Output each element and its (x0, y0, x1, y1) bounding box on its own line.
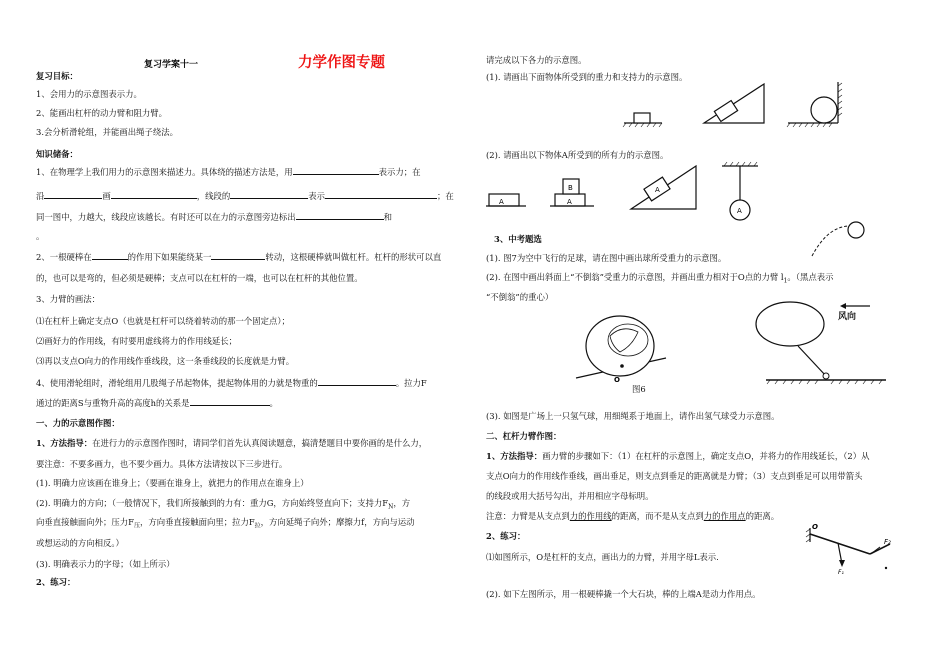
knowledge-heading: 知识储备： (36, 149, 78, 159)
wind-direction-label: 风向 (838, 312, 857, 322)
method-1-step3: (3). 明确表示力的字母；（如上所示） (36, 559, 175, 569)
exam-q3: (3). 如图是广场上一只氢气球，用细绳系于地面上，请作出氢气球受力示意图。 (486, 411, 780, 421)
k4-line1: 4、使用滑轮组时，滑轮组用几股绳子吊起物体，提起物体用的力就是物重的 。拉力F (36, 378, 427, 388)
goal-2: 2、能画出杠杆的动力臂和阻力臂。 (36, 108, 167, 118)
lever-method-line3: 的线段或用大括号勾出，并用相应字母标明。 (486, 491, 654, 501)
left-column (36, 0, 468, 658)
lever-practice-1: ⑴如图所示，O是杠杆的支点，画出力的力臂，并用字母L表示. (486, 552, 719, 562)
blank[interactable] (44, 190, 102, 199)
question-1: (1). 请画出下面物体所受到的重力和支持力的示意图。 (486, 72, 688, 82)
balloon-figure (754, 296, 894, 386)
label-b: B (568, 184, 573, 192)
blank[interactable] (325, 190, 437, 199)
figure-row-1 (624, 82, 844, 132)
exam-q2-line1: (2). 在图中画出斜面上“不倒翁”受重力的示意图，并画出重力相对于O点的力臂 $l_1$。（黑点表示 (486, 272, 834, 285)
k2-line1: 2、一根硬棒在 的作用下如果能绕某一 转动，这根硬棒就叫做杠杆。杠杆的形状可以直 (36, 252, 442, 262)
question-2: (2). 请画出以下物体A所受到的所有力的示意图。 (486, 150, 669, 160)
method-1-line1: 1、方法指导：在进行力的示意图作图时，请同学们首先认真阅读题意，搞清楚题目中要你画的是什么力， (36, 438, 428, 448)
section-1-heading: 一、力的示意图作图： (36, 418, 120, 428)
lever-note: 注意：力臂是从支点到力的作用线的距离，而不是从支点到力的作用点的距离。 (486, 511, 780, 521)
label-a: A (737, 207, 742, 215)
k1-end: 。 (36, 231, 45, 241)
k1-line3: 同一图中，力越大，线段应该越长。有时还可以在力的示意图旁边标出 和 (36, 212, 392, 222)
worksheet-header: 复习学案十一 (144, 60, 199, 70)
label-a: A (655, 186, 660, 194)
lever-force-f1: F₁ (838, 569, 844, 576)
blank[interactable] (230, 190, 308, 199)
k3-step1: ⑴在杠杆上确定支点O（也就是杠杆可以绕着转动的那一个固定点）； (36, 316, 290, 326)
k2-line2: 的，也可以是弯的，但必须是硬棒；支点可以在杠杆的一端，也可以在杠杆的其他位置。 (36, 273, 363, 283)
lever-practice-heading: 2、练习： (486, 531, 526, 541)
figure-row-2 (486, 164, 756, 226)
section-2-heading: 二、杠杆力臂作图： (486, 431, 562, 441)
method-1-step2b: 向垂直接触面向外；压力$F_压$，方向垂直接触面向里；拉力$F_拉$，方向延绳子向外；摩擦力f，方向与运动 (36, 517, 415, 530)
lever-practice-2: (2). 如下左图所示，用一根硬棒撬一个大石块，棒的上端A是动力作用点。 (486, 589, 761, 599)
blank[interactable] (318, 377, 396, 386)
goals-heading: 复习目标： (36, 71, 78, 81)
lever-method-line1: 1、方法指导：画力臂的步骤如下：（1）在杠杆的示意图上，确定支点O，并将力的作用线延长，（2）从 (486, 451, 870, 461)
method-1-line2: 要注意：不要多画力，也不要少画力。具体方法请按以下三步进行。 (36, 459, 288, 469)
k1-line1: 1、在物理学上我们用力的示意图来描述力。具体绕的描述方法是，用 表示力；在 (36, 167, 421, 177)
method-1-step1: (1). 明确力应该画在谁身上；（要画在谁身上，就把力的作用点在谁身上） (36, 478, 309, 488)
method-1-step2c: 或想运动的方向相反。） (36, 538, 124, 548)
right-column (486, 0, 926, 658)
lever-force-f2: F₂ (884, 538, 891, 546)
goal-3: 3.会分析滑轮组，并能画出绳子绕法。 (36, 127, 178, 137)
football-figure (810, 220, 870, 260)
method-1-step2a: (2). 明确力的方向；（一般情况下，我们所接触到的力有：重力G，方向始终竖直向下；支持力$F_N$，方 (36, 498, 411, 511)
exam-q2-line2: “不倒翁”的重心） (486, 292, 554, 302)
practice-heading: 2、练习： (36, 577, 76, 587)
blank[interactable] (92, 251, 128, 260)
k4-line2: 通过的距离S与重物升高的高度h的关系是 。 (36, 398, 278, 408)
k1-line2: 沿 画 ，线段的 表示 ；在 (36, 191, 454, 201)
blank[interactable] (293, 166, 379, 175)
k3-step2: ⑵画好力的作用线，有时要用虚线将力的作用线延长； (36, 336, 237, 346)
point-o: O (614, 376, 620, 384)
label-a: A (567, 198, 572, 206)
tumbler-figure (576, 306, 666, 396)
lever-point-o: O (812, 523, 818, 531)
section-3-heading: 3、中考题选 (494, 234, 542, 244)
label-a: A (499, 198, 504, 206)
k3-step3: ⑶再以支点O向力的作用线作垂线段，这一条垂线段的长度就是力臂。 (36, 356, 295, 366)
blank[interactable] (190, 397, 270, 406)
blank[interactable] (111, 190, 197, 199)
intro-text: 请完成以下各力的示意图。 (486, 55, 587, 65)
page-title: 力学作图专题 (298, 55, 385, 71)
figure-6-caption: 图6 (632, 384, 646, 394)
goal-1: 1、会用力的示意图表示力。 (36, 89, 142, 99)
lever-figure (786, 520, 898, 578)
lever-method-line2: 支点O向力的作用线作垂线，画出垂足，则支点到垂足的距离就是力臂；（3）支点到垂足可以用带箭头 (486, 471, 863, 481)
blank[interactable] (211, 251, 265, 260)
k3-heading: 3、力臂的画法： (36, 294, 100, 304)
blank[interactable] (296, 211, 384, 220)
exam-q1: (1). 图7为空中飞行的足球，请在图中画出球所受重力的示意图。 (486, 253, 727, 263)
